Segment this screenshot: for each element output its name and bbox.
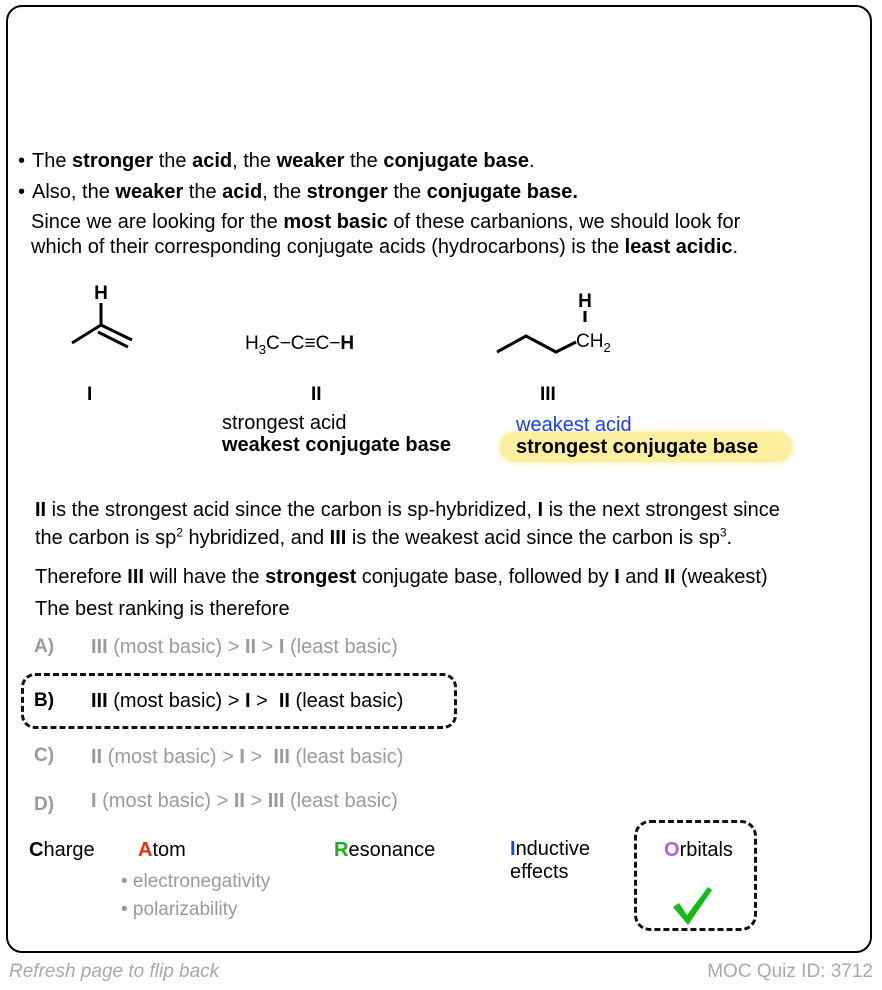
factor-inductive: Inductive effects <box>510 838 591 883</box>
bullet-dot: • <box>18 150 26 172</box>
option-c-text[interactable]: II (most basic) > I > III (least basic) <box>91 746 404 768</box>
factor-resonance: Resonance <box>334 839 436 861</box>
structure-III-label: III <box>540 384 556 405</box>
factor-atom-sub-polarizability: • polarizability <box>121 899 238 920</box>
intro-line-1: Since we are looking for the most basic of these carbanions, we should look for <box>31 211 741 233</box>
structure-II-note-weakest-base: weakest conjugate base <box>222 434 451 456</box>
bullet-line-2 <box>18 180 578 204</box>
factor-orbitals: Orbitals <box>664 839 733 861</box>
structure-III-ch2: $CH_2$ <box>576 331 611 355</box>
best-ranking-text: The best ranking is therefore <box>35 598 290 620</box>
checkmark-icon <box>670 885 714 927</box>
structure-II-note-strongest-acid: strongest acid <box>222 412 347 434</box>
factor-atom: Atom <box>138 839 186 861</box>
option-c-label[interactable]: C) <box>34 745 55 766</box>
option-b-text[interactable]: III (most basic) > I > II (least basic) <box>91 690 404 712</box>
footer-quiz-id: MOC Quiz ID: 3712 <box>707 961 873 982</box>
structure-III-note-weakest-acid: weakest acid <box>516 414 632 436</box>
factor-atom-sub-electronegativity: • electronegativity <box>121 871 271 892</box>
footer-refresh-hint: Refresh page to flip back <box>9 961 220 982</box>
structure-III-note-strongest-base: strongest conjugate base <box>516 436 759 458</box>
explanation-line-1: II is the strongest acid since the carbon is sp-hybridized, I is the next strongest since <box>35 499 780 521</box>
explanation-line-2: the carbon is $sp^2$ hybridized, and III is the weakest acid since the carbon is $sp^3$. <box>35 525 733 549</box>
option-a-label[interactable]: A) <box>34 636 55 657</box>
structure-I-hydrogen: H <box>94 283 108 304</box>
structure-II-formula: $H_3C-C\equiv C-H$ <box>245 333 355 357</box>
intro-line-2: which of their corresponding conjugate acids (hydrocarbons) is the least acidic. <box>31 236 739 258</box>
option-b-label[interactable]: B) <box>34 690 55 711</box>
structure-I-label: I <box>87 384 93 405</box>
factor-charge: Charge <box>29 839 95 861</box>
option-d-text[interactable]: I (most basic) > II > III (least basic) <box>91 790 398 812</box>
bullet-line-1 <box>18 149 535 173</box>
bullet-2-text: Also, the weaker the acid, the stronger the conjugate base. <box>32 181 578 203</box>
structure-II-label: II <box>311 384 322 405</box>
structure-III-hydrogen: H <box>578 291 592 312</box>
option-d-label[interactable]: D) <box>34 794 55 815</box>
bullet-1-text: The stronger the acid, the weaker the conjugate base. <box>32 150 535 172</box>
bullet-dot: • <box>18 181 26 203</box>
therefore-line: Therefore III will have the strongest conjugate base, followed by I and II (weakest) <box>35 566 768 588</box>
option-a-text[interactable]: III (most basic) > II > I (least basic) <box>91 636 398 658</box>
